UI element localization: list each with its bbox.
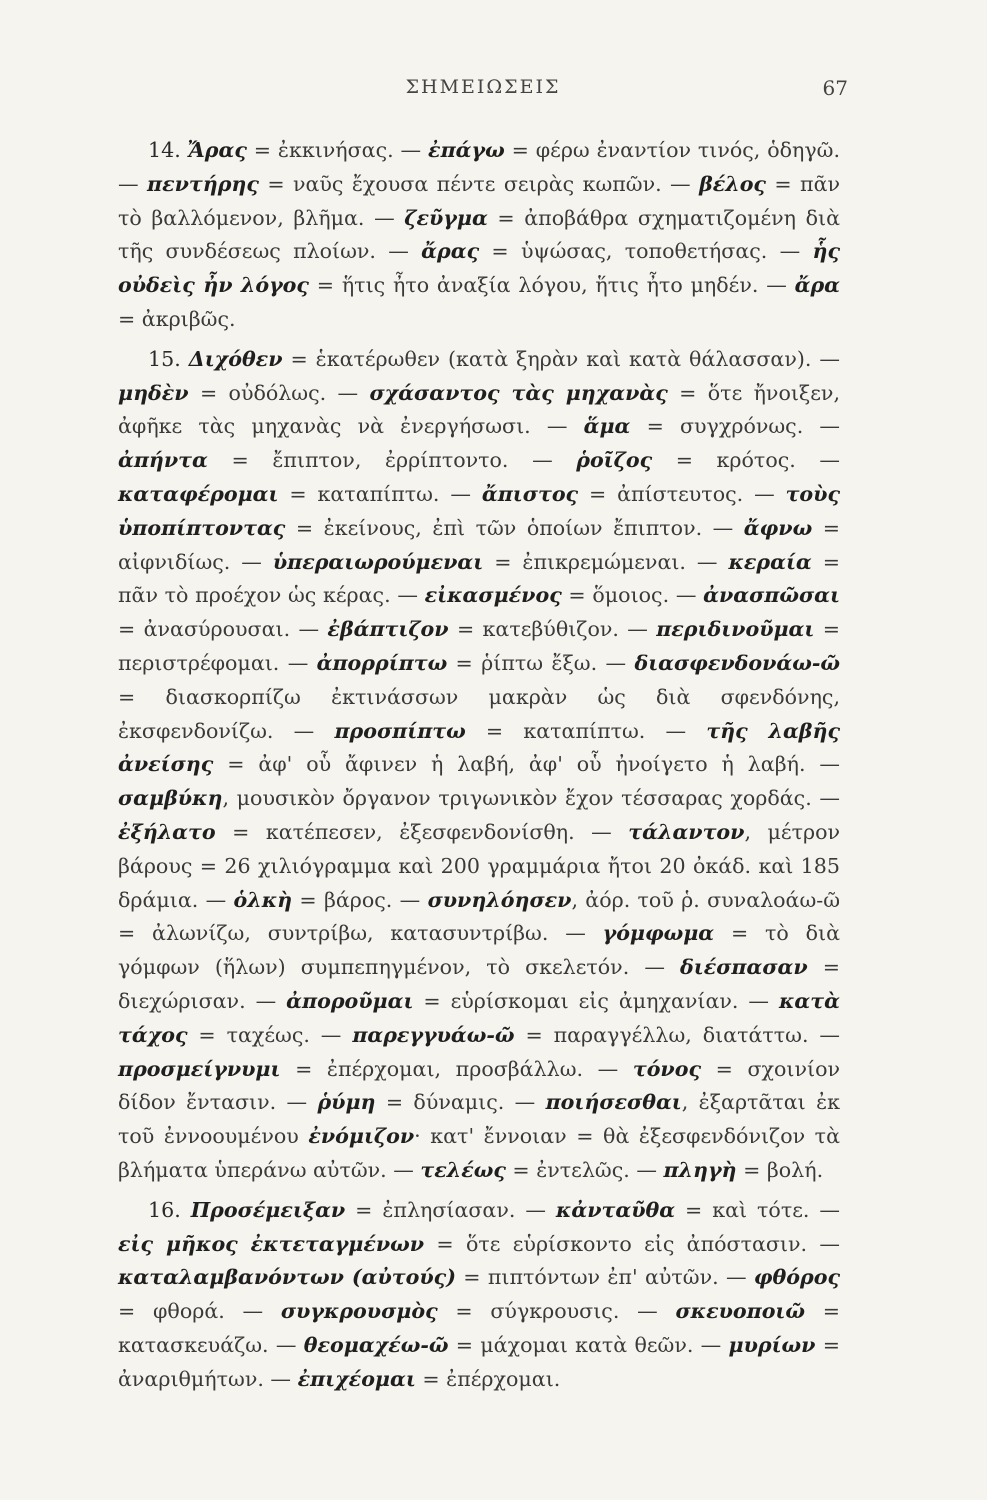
gloss-text: = εὑρίσκομαι εἰς ἀμηχανίαν. — <box>413 988 779 1013</box>
lemma-term: ὁλκὴ <box>233 887 293 912</box>
gloss-text: = ἀπίστευτος. — <box>578 481 786 506</box>
lemma-term: εἰκασμένος <box>424 583 562 608</box>
lemma-term: ζεῦγμα <box>404 205 488 230</box>
lemma-term: ἀπορρίπτω <box>316 650 448 675</box>
gloss-text: = ἐπλησίασαν. — <box>345 1197 556 1222</box>
lemma-term: ἐξήλατο <box>118 819 216 844</box>
lemma-term: βέλος <box>699 171 766 196</box>
gloss-text: = μάχομαι κατὰ θεῶν. — <box>448 1332 729 1357</box>
gloss-text: = ἥτις ἦτο ἀναξία λόγου, ἥτις ἦτο μηδέν. — <box>308 273 795 298</box>
gloss-text: = ἐκκινήσας. — <box>246 138 429 162</box>
lemma-term: ἀνασπῶσαι <box>703 583 840 608</box>
gloss-text: = πᾶν τὸ προέχον ὡς κέρας. — <box>118 549 840 608</box>
gloss-text: = οὐδόλως. — <box>188 380 370 405</box>
lemma-term: κεραία <box>728 549 812 574</box>
notes-body <box>118 134 840 1396</box>
lemma-term: προσμείγνυμι <box>118 1056 281 1081</box>
lemma-term: πληγὴ <box>663 1157 737 1182</box>
lemma-term: τάλαντον <box>628 819 745 844</box>
lemma-term: πεντήρης <box>147 171 259 196</box>
gloss-text: , μουσικὸν ὄργανον τριγωνικὸν ἔχον τέσσαρας χορδάς. — <box>222 786 840 811</box>
gloss-text: = ἐπέρχομαι. <box>415 1366 561 1391</box>
gloss-text: = ὅτε ἤνοιξεν, ἀφῆκε τὰς μηχανὰς νὰ ἐνεργήσωσι. — <box>118 380 840 439</box>
gloss-text: = καταπίπτω. — <box>278 481 482 506</box>
note-text <box>118 347 840 1182</box>
gloss-text: = συγχρόνως. — <box>630 414 840 439</box>
lemma-term: ἐπιχέομαι <box>297 1366 416 1391</box>
gloss-text: = αἰφνιδίως. — <box>118 515 840 574</box>
note-number: 15. <box>148 346 181 371</box>
gloss-text: = δύναμις. — <box>375 1090 546 1115</box>
lemma-term: ῥοῖζος <box>576 448 653 473</box>
running-head: ΣΗΜΕΙΩΣΕΙΣ <box>405 76 561 98</box>
lemma-term: προσπίπτω <box>334 718 466 743</box>
gloss-text: = κατέπεσεν, ἐξεσφενδονίσθη. — <box>215 819 629 844</box>
gloss-text: = πιπτόντων ἐπ' αὐτῶν. — <box>455 1265 754 1290</box>
lemma-term: συγκρουσμὸς <box>280 1299 438 1324</box>
lemma-term: τελέως <box>420 1157 506 1182</box>
lemma-term: συνηλόησεν <box>427 887 572 912</box>
gloss-text: = παραγγέλλω, διατάττω. — <box>514 1022 840 1047</box>
gloss-text: = κατεβύθιζον. — <box>448 617 657 642</box>
lemma-term: ἄφνω <box>743 515 813 540</box>
lemma-term: τῆς λαβῆς ἀνείσης <box>118 718 840 777</box>
lemma-term: ἅμα <box>583 414 631 439</box>
gloss-text: = ἐπικρεμώμεναι. — <box>483 549 729 574</box>
lemma-term: ἐβάπτιζον <box>327 617 449 642</box>
lemma-term: σχάσαντος τὰς μηχανὰς <box>369 380 668 405</box>
gloss-text: = φθορά. — <box>118 1299 281 1324</box>
lemma-term: μηδὲν <box>118 380 189 405</box>
lemma-term: ἐνόμιζον <box>308 1124 415 1149</box>
gloss-text: = ἀναριθμήτων. — <box>118 1332 840 1391</box>
gloss-text: · κατ' ἔννοιαν = θὰ ἐξεσφενδόνιζον τὰ βλήματα ὑπεράνω αὐτῶν. — <box>118 1124 840 1182</box>
note-paragraph-15 <box>118 343 840 1188</box>
lemma-term: εἰς μῆκος ἐκτεταγμένων <box>118 1231 425 1256</box>
gloss-text: = βολή. <box>736 1157 824 1182</box>
gloss-text: = ὅτε εὑρίσκοντο εἰς ἀπόστασιν. — <box>424 1231 840 1256</box>
note-paragraph-14 <box>118 134 840 337</box>
note-text <box>118 138 840 331</box>
lemma-term: σαμβύκη <box>118 786 223 811</box>
gloss-text: = ἑκατέρωθεν (κατὰ ξηρὰν καὶ κατὰ θάλασσαν). — <box>282 346 840 371</box>
gloss-text: = βάρος. — <box>292 887 428 912</box>
gloss-text: = κατασκευάζω. — <box>118 1299 840 1357</box>
gloss-text: = ταχέως. — <box>187 1022 353 1047</box>
lemma-term: παρεγγυάω-ῶ <box>352 1022 515 1047</box>
lemma-term: ῥύμη <box>317 1090 376 1115</box>
lemma-term: διέσπασαν <box>680 955 808 980</box>
lemma-term: Προσέμειξαν <box>190 1197 346 1222</box>
lemma-term: περιδινοῦμαι <box>656 617 815 642</box>
gloss-text: = τὸ διὰ γόμφων (ἥλων) συμπεπηγμένον, τὸ σκελετόν. — <box>118 921 840 980</box>
gloss-text: = κρότος. — <box>652 448 840 473</box>
page-header <box>118 76 848 106</box>
lemma-term: ἐπάγω <box>428 138 505 162</box>
lemma-term: ἄπιστος <box>481 481 579 506</box>
gloss-text: = διασκορπίζω ἐκτινάσσων μακρὰν ὡς διὰ σφενδόνης, ἐκσφενδονίζω. — <box>118 684 840 743</box>
gloss-text: = ἔπιπτον, ἐρρίπτοντο. — <box>207 448 577 473</box>
lemma-term: κατὰ τάχος <box>118 988 840 1047</box>
lemma-term: καταλαμβανόντων (αὐτούς) <box>118 1265 456 1290</box>
gloss-text: = ῥίπτω ἔξω. — <box>447 650 635 675</box>
lemma-term: τοὺς ὑποπίπτοντας <box>118 481 840 540</box>
lemma-term: Ἄρας <box>187 138 247 162</box>
lemma-term: ἄρας <box>421 239 480 264</box>
lemma-term: ποιήσεσθαι <box>545 1090 682 1115</box>
gloss-text: , μέτρον βάρους = 26 χιλιόγραμμα καὶ 200 γραμμάρια ἤτοι 20 ὀκάδ. καὶ 185 δράμια. — <box>118 819 840 912</box>
gloss-text: = ἐπέρχομαι, προσβάλλω. — <box>280 1056 633 1081</box>
lemma-term: γόμφωμα <box>602 921 715 946</box>
gloss-text: = σχοινίον δίδον ἔντασιν. — <box>118 1056 840 1115</box>
gloss-text: = σύγκρουσις. — <box>437 1299 676 1324</box>
lemma-term: φθόρος <box>753 1265 840 1290</box>
note-text <box>118 1198 840 1391</box>
lemma-term: κἀνταῦθα <box>555 1197 676 1222</box>
page-number: 67 <box>822 76 848 100</box>
lemma-term: σκευοποιῶ <box>675 1299 805 1324</box>
lemma-term: ἀποροῦμαι <box>286 988 414 1013</box>
lemma-term: καταφέρομαι <box>118 481 279 506</box>
gloss-text: = ἀφ' οὗ ἄφινεν ἡ λαβή, ἀφ' οὗ ἠνοίγετο ἡ λαβή. — <box>213 752 840 777</box>
gloss-text: = ἐντελῶς. — <box>505 1157 664 1182</box>
gloss-text: = ὅμοιος. — <box>561 583 704 608</box>
note-paragraph-16 <box>118 1194 840 1397</box>
note-number: 16. <box>148 1197 181 1222</box>
lemma-term: ἀπήντα <box>118 448 208 473</box>
gloss-text: = ὑψώσας, τοποθετήσας. — <box>479 239 813 264</box>
gloss-text: = πᾶν τὸ βαλλόμενον, βλῆμα. — <box>118 171 841 230</box>
lemma-term: μυρίων <box>728 1332 816 1357</box>
lemma-term: τόνος <box>632 1056 702 1081</box>
gloss-text: = ἀνασύρουσαι. — <box>118 617 328 642</box>
lemma-term: ἄρα <box>794 273 841 298</box>
gloss-text: = ἀκριβῶς. <box>118 306 236 331</box>
gloss-text: , ἐξαρτᾶται ἐκ τοῦ ἐννοουμένου <box>118 1090 840 1149</box>
gloss-text: = φέρω ἐναντίον τινός, ὁδηγῶ. — <box>118 138 841 196</box>
gloss-text: = καταπίπτω. — <box>465 718 707 743</box>
lemma-term: ἧς οὐδεὶς ἦν λόγος <box>118 239 841 298</box>
note-number: 14. <box>148 138 181 162</box>
gloss-text: , ἀόρ. τοῦ ῥ. συναλοάω-ῶ = ἀλωνίζω, συντρίβω, κατασυντρίβω. — <box>118 887 841 946</box>
gloss-text: = διεχώρισαν. — <box>118 955 840 1013</box>
gloss-text: = περιστρέφομαι. — <box>118 617 840 675</box>
lemma-term: ὑπεραιωρούμεναι <box>272 549 484 574</box>
lemma-term: διασφενδονάω-ῶ <box>634 650 840 675</box>
lemma-term: θεομαχέω-ῶ <box>303 1332 449 1357</box>
lemma-term: Διχόθεν <box>188 346 283 371</box>
gloss-text: = ἀποβάθρα σχηματιζομένη διὰ τῆς συνδέσεως πλοίων. — <box>118 205 840 264</box>
gloss-text: = καὶ τότε. — <box>675 1197 840 1222</box>
gloss-text: = ναῦς ἔχουσα πέντε σειρὰς κωπῶν. — <box>258 171 700 196</box>
gloss-text: = ἐκείνους, ἐπὶ τῶν ὁποίων ἔπιπτον. — <box>285 515 744 540</box>
